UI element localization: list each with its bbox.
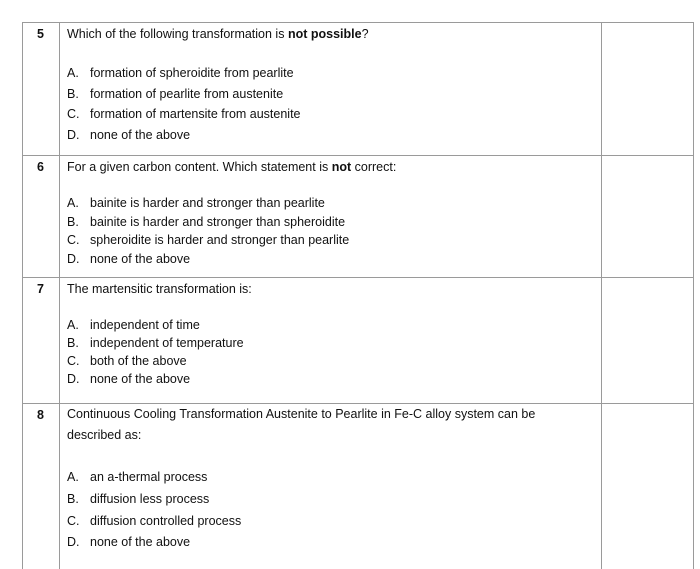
- option-letter: B.: [67, 336, 79, 350]
- answer-option: [67, 63, 597, 84]
- option-letter: D.: [67, 372, 80, 386]
- option-letter: B.: [67, 491, 79, 506]
- option-text: none of the above: [90, 127, 191, 142]
- option-text: diffusion controlled process: [90, 513, 242, 528]
- option-text: none of the above: [90, 535, 191, 550]
- question-text: [67, 157, 597, 177]
- answer-option: [67, 352, 597, 370]
- question-number: 7: [37, 282, 44, 296]
- answer-option: [67, 84, 597, 105]
- option-text: none of the above: [90, 372, 191, 386]
- option-text: both of the above: [90, 354, 187, 368]
- question-number: 8: [37, 408, 44, 422]
- question-text-emphasis: not possible: [287, 27, 362, 41]
- option-letter: D.: [67, 535, 80, 550]
- table-border-right: [693, 22, 694, 569]
- option-text: diffusion less process: [90, 491, 210, 506]
- question-text-part: correct:: [351, 160, 397, 174]
- option-letter: C.: [67, 354, 80, 368]
- answer-option: [67, 231, 597, 250]
- option-letter: C.: [67, 513, 80, 528]
- option-letter: A.: [67, 318, 79, 332]
- question-text: [67, 404, 582, 446]
- answer-option: [67, 489, 597, 511]
- option-letter: B.: [67, 86, 79, 101]
- question-text: [67, 279, 597, 299]
- question-text-part: Which of the following transformation is: [67, 27, 288, 41]
- option-letter: A.: [67, 196, 79, 210]
- option-text: spheroidite is harder and stronger than pearlite: [90, 233, 350, 247]
- table-divider-number: [59, 22, 60, 569]
- option-letter: D.: [67, 251, 80, 266]
- question-text-part: ?: [361, 27, 369, 41]
- option-text: independent of temperature: [90, 336, 244, 350]
- question-text-part: The martensitic transformation is:: [67, 282, 252, 296]
- question-text-emphasis: not: [331, 160, 352, 174]
- table-divider-answer: [601, 22, 602, 569]
- answer-option: [67, 467, 597, 489]
- option-text: an a-thermal process: [90, 470, 208, 484]
- answer-option: [67, 125, 597, 146]
- row-divider: [22, 277, 694, 278]
- option-text: none of the above: [90, 251, 191, 266]
- option-letter: A.: [67, 66, 79, 80]
- answer-option: [67, 370, 597, 388]
- option-text: independent of time: [90, 318, 200, 332]
- question-number: 6: [37, 160, 44, 174]
- question-text-part: For a given carbon content. Which statement is: [67, 160, 332, 174]
- table-border-top: [22, 22, 694, 23]
- option-letter: B.: [67, 214, 79, 229]
- option-letter: C.: [67, 233, 80, 247]
- answer-option: [67, 511, 597, 533]
- answer-option: [67, 194, 597, 213]
- answer-options: [67, 194, 597, 268]
- question-text-part: Continuous Cooling Transformation Austenite to Pearlite in Fe-C alloy system can be described as:: [67, 407, 536, 442]
- option-letter: A.: [67, 470, 79, 484]
- option-text: formation of spheroidite from pearlite: [90, 66, 294, 80]
- question-text: [67, 24, 597, 44]
- option-letter: D.: [67, 127, 80, 142]
- option-text: formation of martensite from austenite: [90, 107, 301, 121]
- answer-option: [67, 104, 597, 125]
- option-text: bainite is harder and stronger than pearlite: [90, 196, 325, 210]
- option-letter: C.: [67, 107, 80, 121]
- answer-option: [67, 250, 597, 269]
- option-text: formation of pearlite from austenite: [90, 86, 284, 101]
- question-number: 5: [37, 27, 44, 41]
- option-text: bainite is harder and stronger than spheroidite: [90, 214, 346, 229]
- answer-options: [67, 63, 597, 145]
- row-divider: [22, 155, 694, 156]
- answer-option: [67, 334, 597, 352]
- answer-options: [67, 316, 597, 388]
- answer-options: [67, 467, 597, 554]
- answer-option: [67, 213, 597, 232]
- answer-option: [67, 316, 597, 334]
- answer-option: [67, 532, 597, 554]
